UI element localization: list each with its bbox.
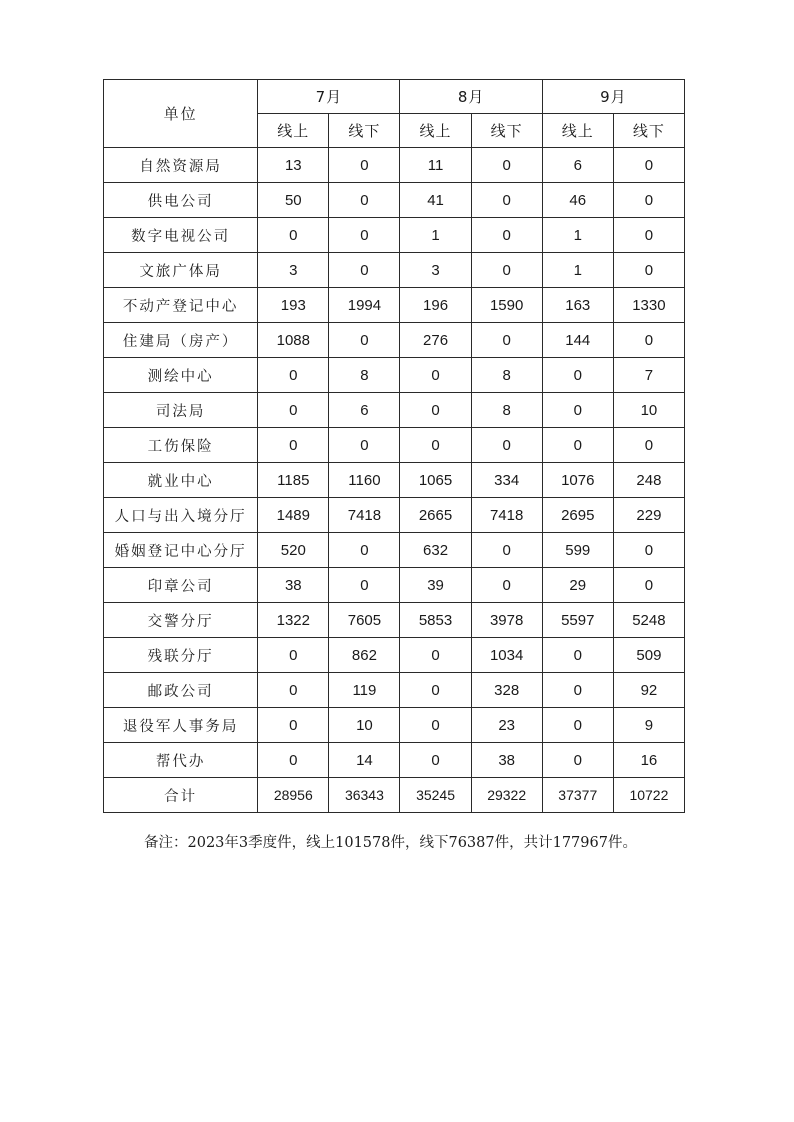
offline-count-cell: 0 (471, 323, 542, 358)
table-row (104, 708, 685, 743)
table-row (104, 533, 685, 568)
offline-count-cell: 3978 (471, 603, 542, 638)
offline-count-cell: 0 (613, 183, 684, 218)
unit-name-cell: 就业中心 (104, 463, 258, 498)
offline-count-cell: 0 (613, 218, 684, 253)
online-count-cell: 1065 (400, 463, 471, 498)
offline-header: 线下 (471, 114, 542, 148)
month-header-august: 8月 (400, 80, 542, 114)
online-count-cell: 11 (400, 148, 471, 183)
offline-count-cell: 334 (471, 463, 542, 498)
offline-count-cell: 0 (329, 568, 400, 603)
online-count-cell: 0 (258, 743, 329, 778)
online-count-cell: 144 (542, 323, 613, 358)
total-row (104, 778, 685, 813)
offline-count-cell: 9 (613, 708, 684, 743)
online-count-cell: 0 (542, 743, 613, 778)
offline-count-cell: 0 (329, 183, 400, 218)
online-count-cell: 632 (400, 533, 471, 568)
table-row (104, 253, 685, 288)
table-row (104, 673, 685, 708)
online-count-cell: 28956 (258, 778, 329, 813)
online-count-cell: 3 (400, 253, 471, 288)
unit-name-cell: 退役军人事务局 (104, 708, 258, 743)
online-count-cell: 0 (400, 708, 471, 743)
online-header: 线上 (400, 114, 471, 148)
table-body (104, 148, 685, 813)
online-count-cell: 3 (258, 253, 329, 288)
offline-count-cell: 0 (613, 568, 684, 603)
table-row (104, 183, 685, 218)
unit-name-cell: 供电公司 (104, 183, 258, 218)
online-count-cell: 2665 (400, 498, 471, 533)
offline-count-cell: 0 (329, 323, 400, 358)
month-header-july: 7月 (258, 80, 400, 114)
online-count-cell: 35245 (400, 778, 471, 813)
online-count-cell: 41 (400, 183, 471, 218)
offline-count-cell: 0 (613, 323, 684, 358)
online-count-cell: 0 (542, 708, 613, 743)
unit-name-cell: 自然资源局 (104, 148, 258, 183)
online-count-cell: 1088 (258, 323, 329, 358)
online-count-cell: 0 (542, 428, 613, 463)
unit-name-cell: 帮代办 (104, 743, 258, 778)
online-count-cell: 0 (258, 358, 329, 393)
offline-count-cell: 8 (471, 358, 542, 393)
offline-count-cell: 36343 (329, 778, 400, 813)
table-row (104, 743, 685, 778)
unit-name-cell: 邮政公司 (104, 673, 258, 708)
table-row (104, 288, 685, 323)
online-count-cell: 1489 (258, 498, 329, 533)
offline-count-cell: 10722 (613, 778, 684, 813)
online-count-cell: 0 (400, 393, 471, 428)
online-count-cell: 163 (542, 288, 613, 323)
online-count-cell: 0 (400, 358, 471, 393)
table-row (104, 498, 685, 533)
offline-count-cell: 7418 (471, 498, 542, 533)
online-count-cell: 0 (400, 428, 471, 463)
unit-name-cell: 数字电视公司 (104, 218, 258, 253)
footnote-remark: 备注：2023年3季度件，线上101578件，线下76387件，共计177967件。 (144, 835, 637, 851)
offline-count-cell: 1160 (329, 463, 400, 498)
online-count-cell: 0 (400, 743, 471, 778)
online-count-cell: 0 (542, 393, 613, 428)
offline-count-cell: 0 (471, 253, 542, 288)
offline-count-cell: 1590 (471, 288, 542, 323)
online-count-cell: 0 (258, 393, 329, 428)
table-row (104, 603, 685, 638)
online-count-cell: 46 (542, 183, 613, 218)
online-count-cell: 0 (542, 358, 613, 393)
offline-header: 线下 (613, 114, 684, 148)
offline-count-cell: 328 (471, 673, 542, 708)
online-header: 线上 (258, 114, 329, 148)
online-count-cell: 520 (258, 533, 329, 568)
offline-count-cell: 0 (613, 428, 684, 463)
table-row (104, 568, 685, 603)
unit-column-header: 单位 (104, 80, 258, 148)
unit-name-cell: 人口与出入境分厅 (104, 498, 258, 533)
table-row (104, 148, 685, 183)
online-count-cell: 1 (400, 218, 471, 253)
online-count-cell: 5597 (542, 603, 613, 638)
unit-name-cell: 工伤保险 (104, 428, 258, 463)
online-count-cell: 0 (258, 673, 329, 708)
offline-count-cell: 38 (471, 743, 542, 778)
online-count-cell: 0 (400, 638, 471, 673)
offline-count-cell: 6 (329, 393, 400, 428)
unit-name-cell: 婚姻登记中心分厅 (104, 533, 258, 568)
offline-count-cell: 0 (613, 253, 684, 288)
unit-name-cell: 残联分厅 (104, 638, 258, 673)
offline-count-cell: 0 (471, 428, 542, 463)
unit-name-cell: 司法局 (104, 393, 258, 428)
offline-count-cell: 16 (613, 743, 684, 778)
offline-count-cell: 119 (329, 673, 400, 708)
table-row (104, 358, 685, 393)
unit-name-cell: 测绘中心 (104, 358, 258, 393)
unit-name-cell: 住建局（房产） (104, 323, 258, 358)
online-count-cell: 5853 (400, 603, 471, 638)
offline-count-cell: 92 (613, 673, 684, 708)
offline-count-cell: 10 (613, 393, 684, 428)
offline-count-cell: 0 (471, 148, 542, 183)
month-header-september: 9月 (542, 80, 684, 114)
offline-count-cell: 0 (329, 218, 400, 253)
online-count-cell: 29 (542, 568, 613, 603)
online-count-cell: 0 (542, 673, 613, 708)
online-count-cell: 1185 (258, 463, 329, 498)
online-count-cell: 599 (542, 533, 613, 568)
offline-count-cell: 0 (329, 148, 400, 183)
offline-count-cell: 0 (329, 253, 400, 288)
table-row (104, 393, 685, 428)
online-count-cell: 196 (400, 288, 471, 323)
online-count-cell: 276 (400, 323, 471, 358)
offline-count-cell: 10 (329, 708, 400, 743)
online-count-cell: 1 (542, 253, 613, 288)
online-count-cell: 0 (258, 638, 329, 673)
unit-name-cell: 不动产登记中心 (104, 288, 258, 323)
table-row (104, 463, 685, 498)
online-count-cell: 37377 (542, 778, 613, 813)
online-count-cell: 6 (542, 148, 613, 183)
online-count-cell: 13 (258, 148, 329, 183)
offline-count-cell: 5248 (613, 603, 684, 638)
table-row (104, 428, 685, 463)
offline-count-cell: 229 (613, 498, 684, 533)
table-row (104, 638, 685, 673)
online-count-cell: 38 (258, 568, 329, 603)
offline-count-cell: 0 (613, 533, 684, 568)
table-row (104, 218, 685, 253)
online-count-cell: 50 (258, 183, 329, 218)
online-count-cell: 0 (542, 638, 613, 673)
offline-count-cell: 1994 (329, 288, 400, 323)
offline-count-cell: 0 (613, 148, 684, 183)
offline-count-cell: 7605 (329, 603, 400, 638)
statistics-table (103, 79, 685, 813)
online-count-cell: 2695 (542, 498, 613, 533)
offline-count-cell: 29322 (471, 778, 542, 813)
offline-header: 线下 (329, 114, 400, 148)
offline-count-cell: 862 (329, 638, 400, 673)
online-count-cell: 1076 (542, 463, 613, 498)
offline-count-cell: 1330 (613, 288, 684, 323)
offline-count-cell: 0 (329, 428, 400, 463)
online-count-cell: 193 (258, 288, 329, 323)
online-count-cell: 0 (400, 673, 471, 708)
total-label: 合计 (104, 778, 258, 813)
online-count-cell: 0 (258, 218, 329, 253)
offline-count-cell: 23 (471, 708, 542, 743)
offline-count-cell: 0 (471, 218, 542, 253)
online-count-cell: 1322 (258, 603, 329, 638)
online-count-cell: 0 (258, 708, 329, 743)
table-row (104, 323, 685, 358)
offline-count-cell: 509 (613, 638, 684, 673)
offline-count-cell: 0 (471, 533, 542, 568)
online-count-cell: 1 (542, 218, 613, 253)
offline-count-cell: 8 (471, 393, 542, 428)
online-count-cell: 0 (258, 428, 329, 463)
offline-count-cell: 0 (329, 533, 400, 568)
month-header-row (104, 80, 685, 114)
offline-count-cell: 7418 (329, 498, 400, 533)
offline-count-cell: 1034 (471, 638, 542, 673)
offline-count-cell: 248 (613, 463, 684, 498)
offline-count-cell: 14 (329, 743, 400, 778)
online-count-cell: 39 (400, 568, 471, 603)
offline-count-cell: 8 (329, 358, 400, 393)
offline-count-cell: 7 (613, 358, 684, 393)
offline-count-cell: 0 (471, 183, 542, 218)
offline-count-cell: 0 (471, 568, 542, 603)
unit-name-cell: 交警分厅 (104, 603, 258, 638)
unit-name-cell: 印章公司 (104, 568, 258, 603)
unit-name-cell: 文旅广体局 (104, 253, 258, 288)
online-header: 线上 (542, 114, 613, 148)
